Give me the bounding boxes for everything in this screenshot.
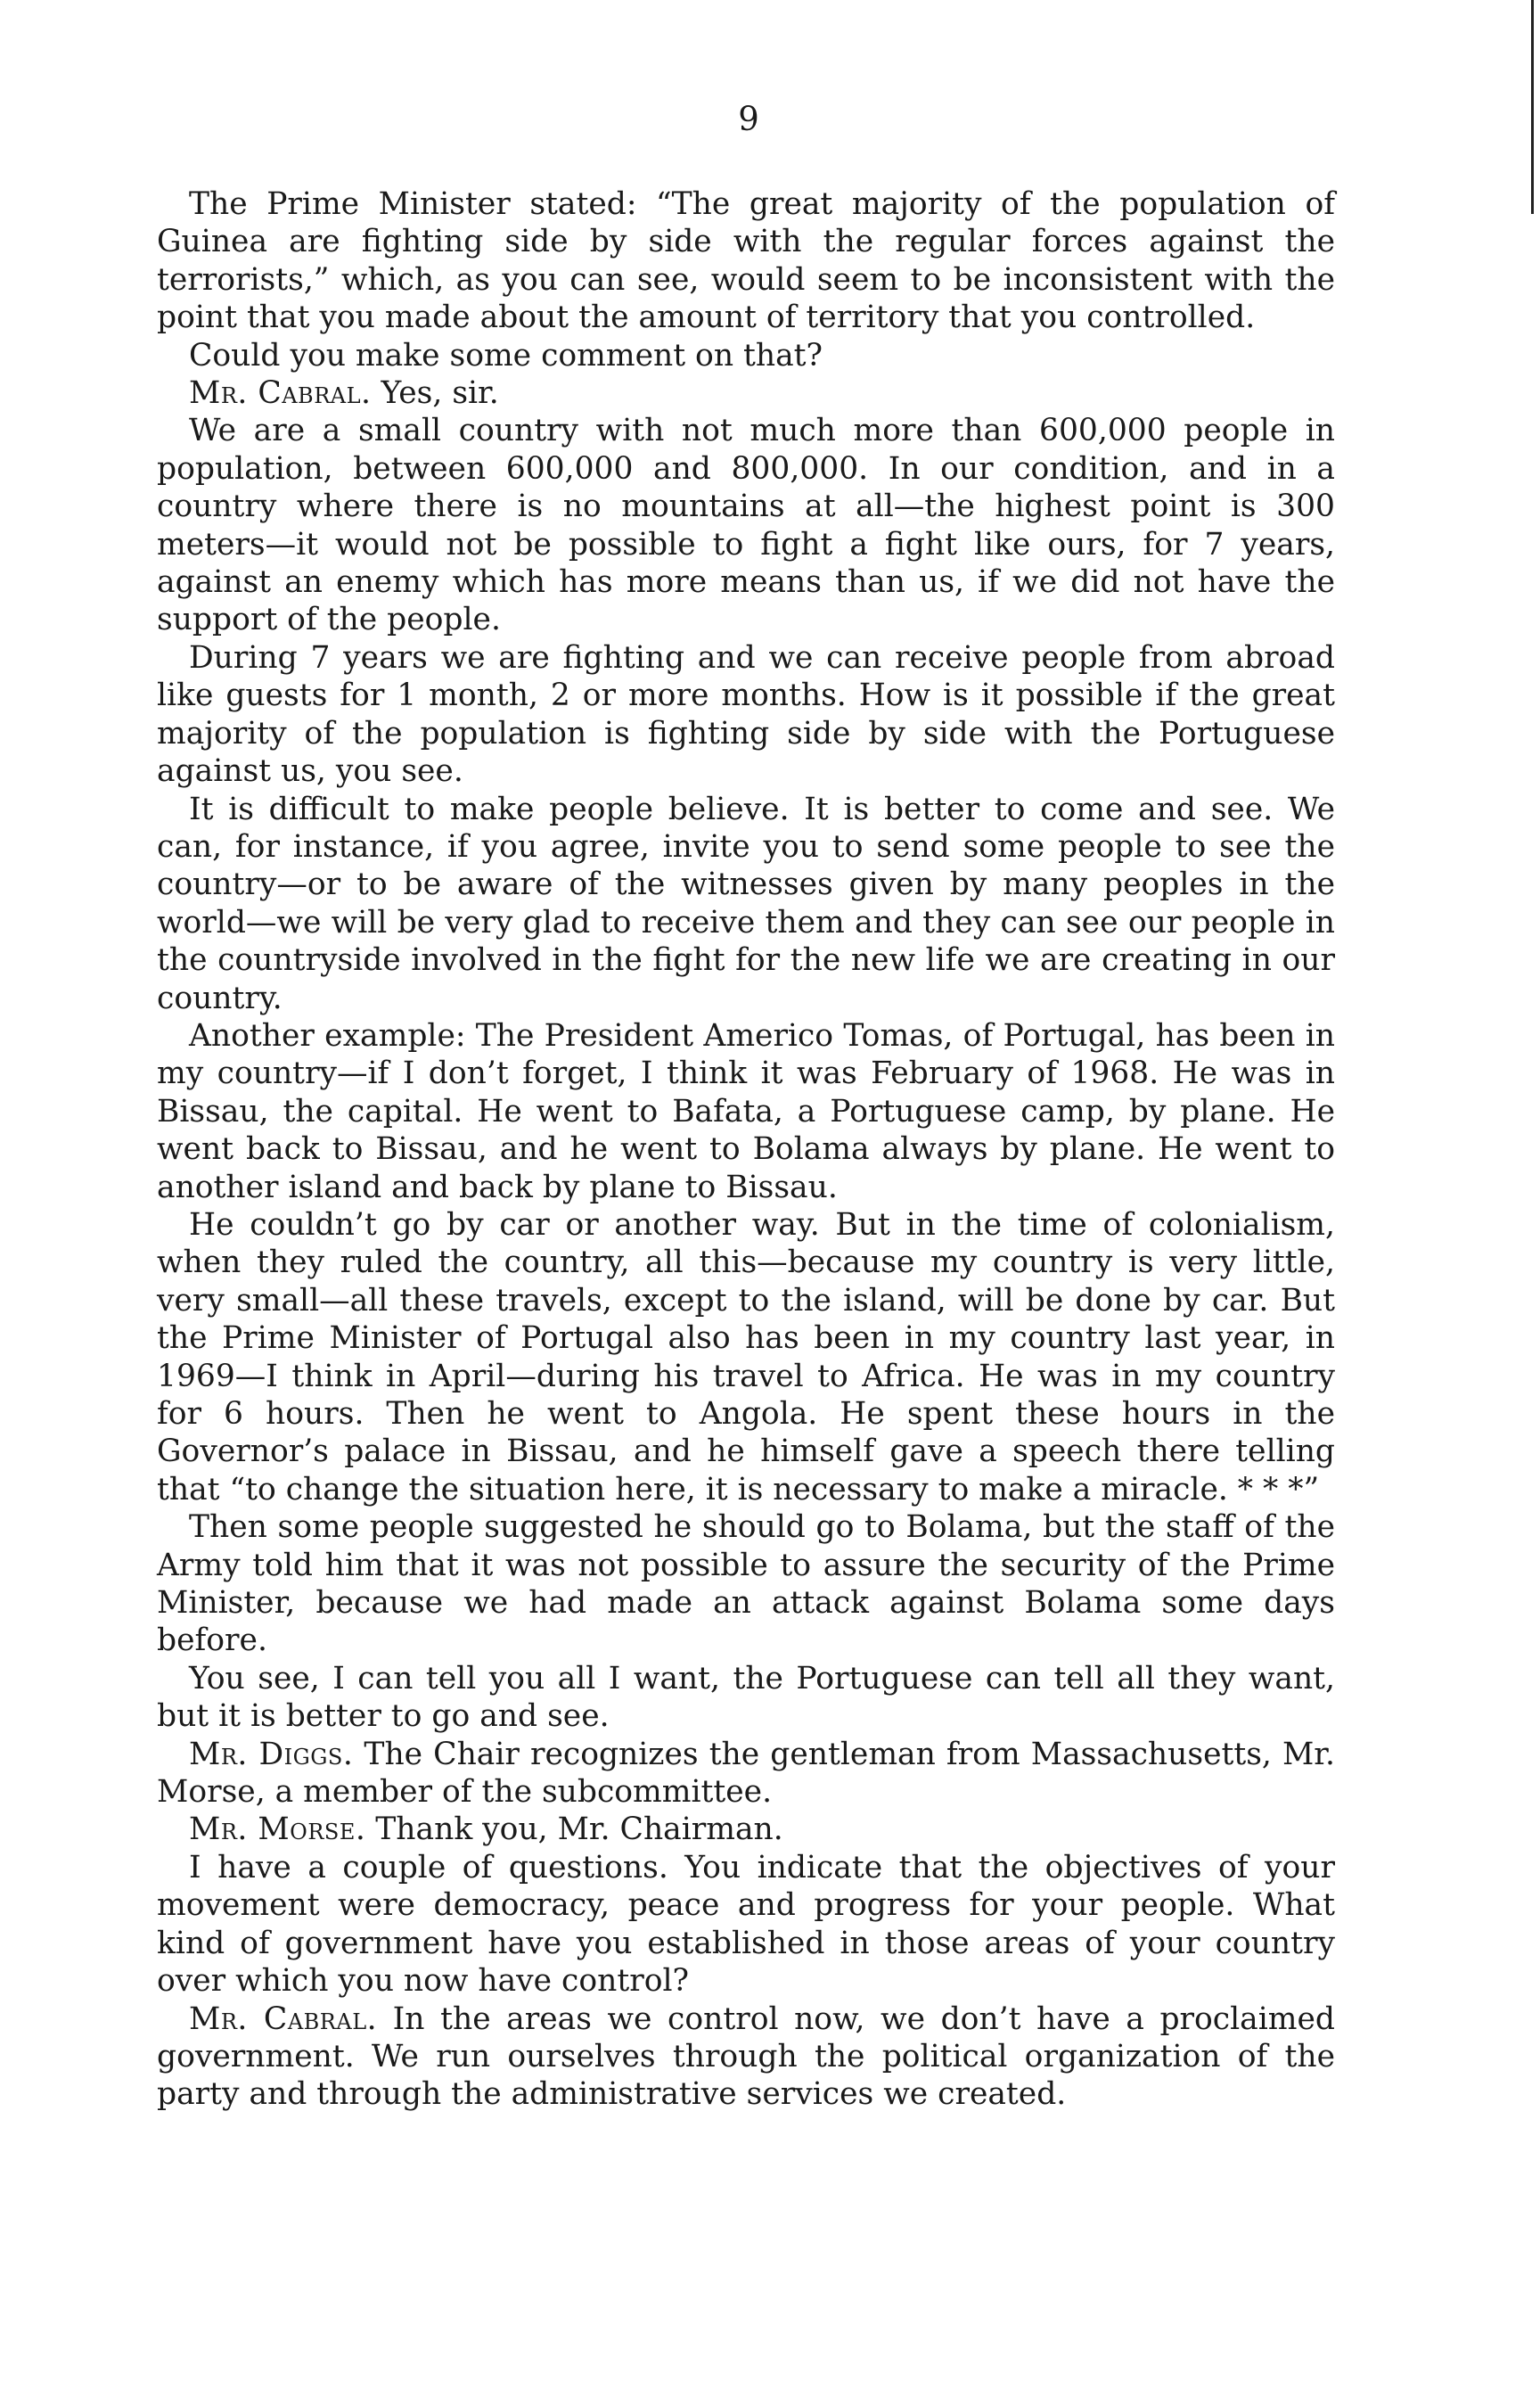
speaker-name: Mr. Morse. bbox=[189, 1811, 366, 1848]
page-number: 9 bbox=[738, 100, 759, 138]
paragraph: You see, I can tell you all I want, the Portuguese can tell all they want, but it is better to go and see. bbox=[157, 1660, 1335, 1735]
paragraph: I have a couple of questions. You indicate that the objectives of your movement were democracy, peace and progress for your people. What kind of government have you established in those areas of your country over which you now have control? bbox=[157, 1849, 1335, 2000]
paragraph: Another example: The President Americo Tomas, of Portugal, has been in my country—if I don’t forget, I think it was February of 1968. He was in Bissau, the capital. He went to Bafata, a Portuguese camp, by plane. He went back to Bissau, and he went to Bolama always by plane. He went to another island and back by plane to Bissau. bbox=[157, 1017, 1335, 1205]
paragraph: Mr. Cabral. Yes, sir. bbox=[189, 375, 499, 412]
body-text bbox=[157, 185, 1335, 2114]
paragraph: During 7 years we are fighting and we can receive people from abroad like guests for 1 month, 2 or more months. How is it possible if the great majority of the population is fighting side by side with the Portuguese against us, you see. bbox=[157, 639, 1335, 790]
paragraph: He couldn’t go by car or another way. But in the time of colonialism, when they ruled the country, all this—because my country is very little, very small—all these travels, except to the island, will be done by car. But the Prime Minister of Portugal also has been in my country last year, in 1969—I think in April—during his travel to Africa. He was in my country for 6 hours. Then he went to Angola. He spent these hours in the Governor’s palace in Bissau, and he himself gave a speech there telling that “to change the situation here, it is necessary to make a miracle. * * *” bbox=[157, 1206, 1335, 1507]
scan-edge-line bbox=[1531, 0, 1534, 214]
paragraph: Mr. Cabral. In the areas we control now, we don’t have a proclaimed government. We run ourselves through the political organization of the party and through the administrative services we created. bbox=[157, 2000, 1335, 2113]
speaker-name: Mr. Cabral. bbox=[189, 2000, 378, 2037]
paragraph: Could you make some comment on that? bbox=[189, 337, 823, 374]
paragraph: Mr. Morse. Thank you, Mr. Chairman. bbox=[189, 1811, 783, 1848]
paragraph: Mr. Diggs. The Chair recognizes the gentleman from Massachusetts, Mr. Morse, a member of the subcommittee. bbox=[157, 1736, 1335, 1811]
speaker-name: Mr. Cabral. bbox=[189, 375, 372, 412]
paragraph: The Prime Minister stated: “The great majority of the population of Guinea are fighting side by side with the regular forces against the terrorists,” which, as you can see, would seem to be inconsistent with the point that you made about the amount of territory that you controlled. bbox=[157, 186, 1335, 336]
paragraph: Then some people suggested he should go to Bolama, but the staff of the Army told him that it was not possible to assure the security of the Prime Minister, because we had made an attack against Bolama some days before. bbox=[157, 1509, 1335, 1659]
speaker-name: Mr. Diggs. bbox=[189, 1736, 354, 1772]
paragraph: It is difficult to make people believe. It is better to come and see. We can, for instance, if you agree, invite you to send some people to see the country—or to be aware of the witnesses given by many peoples in the world—we will be very glad to receive them and they can see our people in the countryside involved in the fight for the new life we are creating in our country. bbox=[157, 791, 1335, 1016]
paragraph: We are a small country with not much more than 600,000 people in population, between 600,000 and 800,000. In our condition, and in a country where there is no mountains at all—the highest point is 300 meters—it would not be possible to fight a fight like ours, for 7 years, against an enemy which has more means than us, if we did not have the support of the people. bbox=[157, 413, 1335, 638]
